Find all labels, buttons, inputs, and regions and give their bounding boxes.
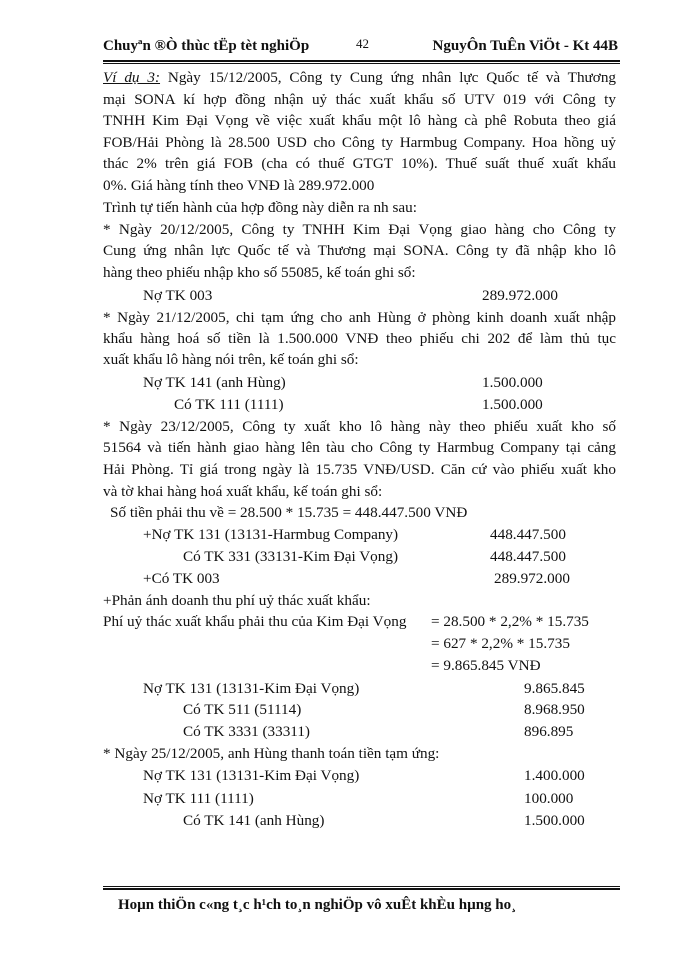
step3-entry3-label: +Có TK 003 — [143, 570, 220, 587]
step1-line-3: hàng theo phiếu nhập kho số 55085, kế toán ghi sổ: — [103, 264, 416, 281]
step1-line-1: * Ngày 20/12/2005, Công ty TNHH Kim Đại Vọng giao hàng cho Công ty — [103, 221, 616, 238]
revenue-entry1-amount: 9.865.845 — [524, 680, 585, 697]
revenue-title: +Phản ánh doanh thu phí uỷ thác xuất khẩu: — [103, 592, 371, 609]
step3-entry2-amount: 448.447.500 — [490, 548, 566, 565]
step4-line-1: * Ngày 25/12/2005, anh Hùng thanh toán tiền tạm ứng: — [103, 745, 440, 762]
footer-rule — [103, 888, 620, 890]
intro-line-6: 0%. Giá hàng tính theo VNĐ là 289.972.000 — [103, 177, 375, 194]
header-author: NguyÔn TuÊn ViÖt - Kt 44B — [432, 38, 618, 54]
step4-entry3-amount: 1.500.000 — [524, 812, 585, 829]
step1-entry-amount: 289.972.000 — [482, 287, 558, 304]
revenue-entry1-label: Nợ TK 131 (13131-Kim Đại Vọng) — [143, 680, 360, 697]
intro-line-1-text: Ngày 15/12/2005, Công ty Cung ứng nhân lực Quốc tế và Thương — [160, 69, 616, 86]
step2-line-3: xuất khẩu lô hàng nói trên, kế toán ghi sổ: — [103, 351, 359, 368]
step2-line-1: * Ngày 21/12/2005, chi tạm ứng cho anh Hùng ở phòng kinh doanh xuất nhập — [103, 309, 616, 326]
step4-entry2-amount: 100.000 — [524, 790, 574, 807]
step2-debit-amount: 1.500.000 — [482, 374, 543, 391]
header-left-title: Chuyªn ®Ò thùc tËp tèt nghiÖp — [103, 38, 310, 54]
step2-debit-label: Nợ TK 141 (anh Hùng) — [143, 374, 286, 391]
step3-line-1: * Ngày 23/12/2005, Công ty xuất kho lô hàng này theo phiếu xuất kho số — [103, 418, 616, 435]
receivable-formula: Số tiền phải thu về = 28.500 * 15.735 = 448.447.500 VNĐ — [110, 504, 468, 521]
step3-line-4: và tờ khai hàng hoá xuất khẩu, kế toán ghi sổ: — [103, 483, 383, 500]
step3-entry2-label: Có TK 331 (33131-Kim Đại Vọng) — [183, 548, 399, 565]
intro-line-1 — [103, 68, 616, 88]
revenue-entry3-amount: 896.895 — [524, 723, 574, 740]
step1-line-2: Cung ứng nhân lực Quốc tế và Thương mại SONA. Công ty đã nhập kho lô — [103, 242, 616, 259]
fee-calc-1: = 28.500 * 2,2% * 15.735 — [431, 613, 589, 630]
step4-entry2-label: Nợ TK 111 (1111) — [143, 790, 254, 807]
fee-calc-3: = 9.865.845 VNĐ — [431, 657, 541, 674]
footer-rule-thin — [103, 886, 620, 887]
example-label: Ví dụ 3: — [103, 69, 161, 86]
header-rule — [103, 60, 620, 62]
step2-line-2: khẩu hàng hoá số tiền là 1.500.000 VNĐ theo phiếu chi 202 để làm thủ tục — [103, 330, 616, 347]
step3-entry3-amount: 289.972.000 — [494, 570, 570, 587]
step2-credit-label: Có TK 111 (1111) — [174, 396, 284, 413]
step3-line-2: 51564 và tiến hành giao hàng lên tàu cho Công ty Harmbug Company tại cảng — [103, 439, 616, 456]
header-rule-thin — [103, 63, 620, 64]
step4-entry1-label: Nợ TK 131 (13131-Kim Đại Vọng) — [143, 767, 360, 784]
page-header — [103, 38, 618, 60]
revenue-entry2-label: Có TK 511 (51114) — [183, 701, 302, 718]
step3-entry1-amount: 448.447.500 — [490, 526, 566, 543]
step3-entry1-label: +Nợ TK 131 (13131-Harmbug Company) — [143, 526, 399, 543]
revenue-entry3-label: Có TK 3331 (33311) — [183, 723, 310, 740]
sequence-heading: Trình tự tiến hành của hợp đồng này diễn ra nh sau: — [103, 199, 417, 216]
step2-credit-amount: 1.500.000 — [482, 396, 543, 413]
step1-entry-label: Nợ TK 003 — [143, 287, 213, 304]
intro-line-4: FOB/Hải Phòng là 28.500 USD cho Công ty Harmbug Company. Hoa hồng uỷ — [103, 134, 616, 151]
revenue-entry2-amount: 8.968.950 — [524, 701, 585, 718]
step4-entry1-amount: 1.400.000 — [524, 767, 585, 784]
step3-line-3: Hải Phòng. Tỉ giá trong ngày là 15.735 VNĐ/USD. Căn cứ vào phiếu xuất kho — [103, 461, 616, 478]
page-footer: Hoµn thiÖn c«ng t¸c h¹ch to¸n nghiÖp vô xuÊt khÈu hµng ho¸ — [118, 897, 517, 913]
page-number: 42 — [356, 36, 369, 51]
intro-line-3: TNHH Kim Đại Vọng về việc xuất khẩu một lô hàng cà phê Robuta theo giá — [103, 112, 616, 129]
intro-line-5: thác 2% trên giá FOB (cha có thuế GTGT 10%). Thuế suất thuế xuất khẩu — [103, 155, 616, 172]
fee-label: Phí uỷ thác xuất khẩu phải thu của Kim Đại Vọng — [103, 613, 407, 630]
step4-entry3-label: Có TK 141 (anh Hùng) — [183, 812, 325, 829]
fee-calc-2: = 627 * 2,2% * 15.735 — [431, 635, 570, 652]
intro-line-2: mại SONA kí hợp đồng nhận uỷ thác xuất khẩu số UTV 019 với Công ty — [103, 91, 616, 108]
